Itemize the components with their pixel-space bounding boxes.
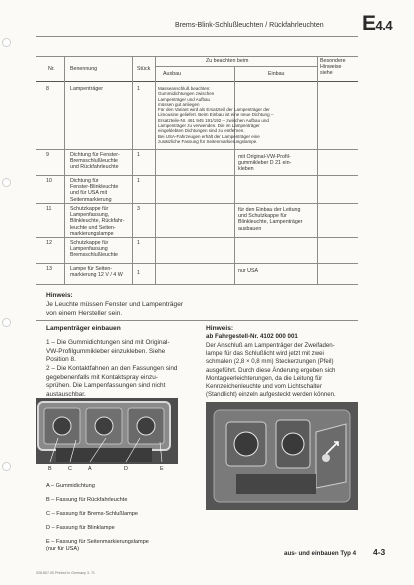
table-top xyxy=(36,56,358,57)
col-header-ausbau: Ausbau xyxy=(163,71,181,77)
photo-label-a: A xyxy=(88,466,92,472)
right-hint-subtitle: ab Fahrgestell-Nr. 4102 000 001 xyxy=(206,333,298,340)
table-cell-nr: 9 xyxy=(46,152,49,158)
print-info: 928.807.00 Printed in Germany 3. 71 xyxy=(36,571,95,575)
section-number: 4.4 xyxy=(375,18,393,33)
legend-item-a: A – Gummidichtung xyxy=(46,483,95,489)
table-cell-benennung: Dichtung für Fenster- Bremsschlußleuchte und Rückfahrleuchte xyxy=(70,152,120,171)
table-cell-benennung: Dichtung für Fenster-Blinkleuchte und für USA mit Seitenmarkierung xyxy=(70,178,119,203)
col-header-zu-beachten: Zu beachten beim xyxy=(206,58,249,64)
table-cell-nr: 11 xyxy=(46,206,52,212)
legend-item-e: E – Fassung für Seitenmarkierungslampe (nur für USA) xyxy=(46,539,149,552)
table-cell-stueck: 1 xyxy=(137,86,140,92)
binder-hole xyxy=(2,38,11,47)
binder-hole xyxy=(2,462,11,471)
table-cell-nr: 8 xyxy=(46,86,49,92)
table-head-rule xyxy=(36,81,358,82)
table-cell-einbau: mit Original-VW-Profil- gummikleber D 21 ein- kleben xyxy=(238,154,292,173)
subhead-rule xyxy=(155,66,317,67)
right-hint-title: Hinweis: xyxy=(206,325,234,332)
row-divider xyxy=(36,149,358,150)
col-header-stueck: Stück xyxy=(137,66,151,72)
table-cell-stueck: 1 xyxy=(137,152,140,158)
table-cell-nr: 10 xyxy=(46,178,52,184)
table-cell-stueck: 1 xyxy=(137,270,140,276)
legend-item-c: C – Fassung für Brems-Schlußlampe xyxy=(46,511,139,517)
col-header-einbau: Einbau xyxy=(268,71,285,77)
table-cell-stueck: 1 xyxy=(137,178,140,184)
footer-title: aus- und einbauen Typ 4 xyxy=(284,550,357,557)
row-divider xyxy=(36,203,358,204)
header-rule xyxy=(36,36,358,37)
connector-photo xyxy=(206,402,358,510)
photo-label-e: E xyxy=(160,466,164,472)
table-bottom xyxy=(36,284,358,285)
table-cell-einbau: Masseanschluß beachten: Gummidichtungen zwischen Lampenträger und Aufbau müssen gut anliegen Für den Variant wird als Ersatzteil der Lampenträger der Limousine geliefert. Beim Einbau ist eine neue Dichtung – Ersatzteile-Nr. 461 945 191/192 – zwischen Aufbau und Lampenträger zu verwenden. Die im Lampenträger eingeklebten Dichtungen sind zu entfernen. Bei USA-Fahrzeugen erhält der Lampenträger eine zusätzliche Fassung für Seitenmarkierungslampe. xyxy=(158,86,274,144)
lamp-carrier-illustration xyxy=(36,398,178,464)
table-cell-nr: 13 xyxy=(46,266,52,272)
hint-text: Je Leuchte müssen Fenster und Lampenträger von einem Hersteller sein. xyxy=(46,301,184,317)
legend xyxy=(46,476,149,560)
section-rule xyxy=(36,320,358,321)
lamp-carrier-photo xyxy=(36,398,178,464)
table-cell-benennung: Lampenträger xyxy=(70,86,103,92)
table-cell-benennung: Schutzkappe für Lampenfassung, Blinkleuchte, Rückfahr- leuchte und Seiten- markierungslampe xyxy=(70,206,125,237)
legend-item-b: B – Fassung für Rückfahrleuchte xyxy=(46,497,128,503)
col-header-nr: Nr. xyxy=(48,66,55,72)
page-title: Brems-Blink-Schlußleuchten / Rückfahrleuchten xyxy=(175,22,324,29)
table-cell-benennung: Schutzkappe für Lampenfassung Bremsschlußleuchte xyxy=(70,240,118,259)
binder-hole xyxy=(2,318,11,327)
col-header-benennung: Benennung xyxy=(70,66,98,72)
binder-hole xyxy=(2,178,11,187)
hint-title: Hinweis: xyxy=(46,292,73,299)
table-cell-stueck: 1 xyxy=(137,240,140,246)
legend-item-d: D – Fassung für Blinklampe xyxy=(46,525,115,531)
col-divider xyxy=(64,56,65,284)
col-divider xyxy=(132,56,133,284)
table-cell-benennung: Lampe für Seiten- markierung 12 V / 4 W xyxy=(70,266,123,279)
row-divider xyxy=(36,263,358,264)
table-cell-einbau: für den Einbau der Leitung und Schutzkappe für Blinkleuchte, Lampenträger ausbauen xyxy=(238,207,303,232)
photo-label-c: C xyxy=(68,466,72,472)
table-cell-nr: 12 xyxy=(46,240,52,246)
photo-label-b: B xyxy=(48,466,52,472)
row-divider xyxy=(36,175,358,176)
photo-label-d: D xyxy=(124,466,128,472)
section-letter: E xyxy=(362,12,376,35)
col-header-besondere: Besondere Hinweise siehe xyxy=(320,58,346,77)
right-hint-text: Der Anschluß am Lampenträger der Zweifaden- lampe für das Schlußlicht wird jetzt mit zwei schmalen (2,8 × 0,8 mm) Steckerzungen (Pfeil) ausgeführt. Durch diese Änderung ergeben sich Montageerleichterungen, da die Leitung für Kennzeichenleuchte und vom Lichtschalter (Standlicht) einzeln aufgesteckt werden können. xyxy=(206,342,336,399)
table-cell-einbau: nur USA xyxy=(238,268,259,274)
section-title-lampentraeger: Lampenträger einbauen xyxy=(46,325,121,332)
connector-illustration xyxy=(206,402,358,510)
step-2: 2 – Die Kontaktfahnen an den Fassungen sind gegebenenfalls mit Kontaktspray einzu- sprühen. Die Lampenfassungen sind nicht austauschbar. xyxy=(46,365,178,398)
table-cell-stueck: 3 xyxy=(137,206,140,212)
section-code xyxy=(362,12,392,36)
col-divider xyxy=(155,56,156,284)
row-divider xyxy=(36,237,358,238)
col-divider xyxy=(317,56,318,284)
step-1: 1 – Die Gummidichtungen sind mit Original- VW-Profilgummikleber einzukleben. Siehe Position 8. xyxy=(46,339,170,363)
page-number: 4-3 xyxy=(373,547,386,557)
